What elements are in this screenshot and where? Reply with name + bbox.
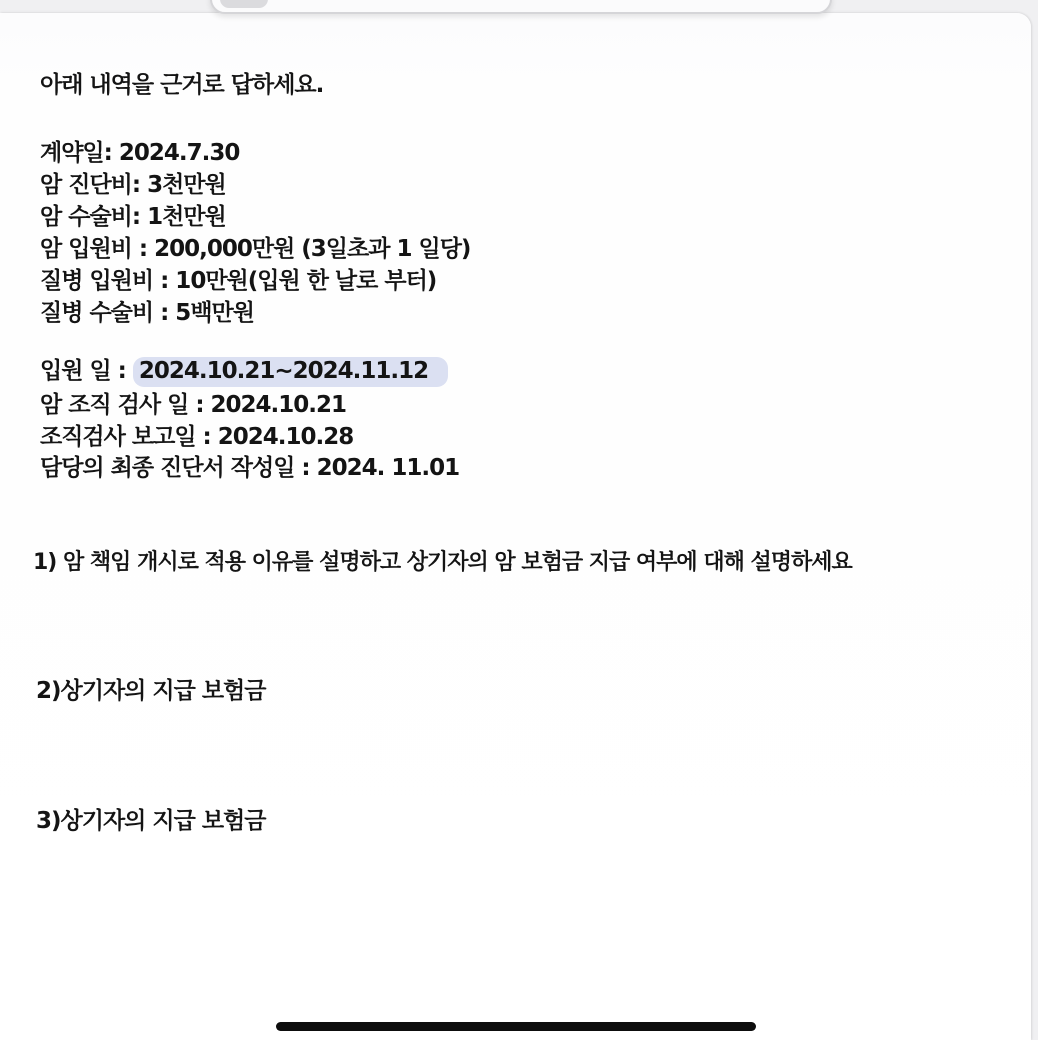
- contract-line-disease-surgery: 질병 수술비 : 5백만원: [40, 300, 254, 326]
- contract-line-disease-hospitalization: 질병 입원비 : 10만원(입원 한 날로 부터): [40, 268, 437, 294]
- home-indicator[interactable]: [276, 1022, 756, 1031]
- admission-date-label: 입원 일 :: [40, 358, 133, 384]
- admission-date-line: [40, 358, 448, 384]
- contract-line-cancer-hospitalization: 암 입원비 : 200,000만원 (3일초과 1 일당): [40, 236, 471, 262]
- toolbar-handle-pill[interactable]: [220, 0, 268, 8]
- contract-line-cancer-diagnosis: 암 진단비: 3천만원: [40, 172, 226, 198]
- contract-line-cancer-surgery: 암 수술비: 1천만원: [40, 204, 226, 230]
- admission-date-highlight: 2024.10.21~2024.11.12: [133, 357, 448, 387]
- contract-line-date: 계약일: 2024.7.30: [40, 140, 240, 166]
- note-page: [0, 13, 1031, 1040]
- question-2: 2)상기자의 지급 보험금: [36, 678, 266, 704]
- question-3: 3)상기자의 지급 보험금: [36, 808, 266, 834]
- report-date-line: 조직검사 보고일 : 2024.10.28: [40, 424, 354, 450]
- final-diagnosis-date-line: 담당의 최종 진단서 작성일 : 2024. 11.01: [40, 455, 460, 481]
- intro-line: 아래 내역을 근거로 답하세요.: [40, 72, 324, 98]
- floating-toolbar[interactable]: [210, 0, 832, 14]
- biopsy-date-line: 암 조직 검사 일 : 2024.10.21: [40, 392, 347, 418]
- question-1: 1) 암 책임 개시로 적용 이유를 설명하고 상기자의 암 보험금 지급 여부에 대해 설명하세요: [33, 550, 852, 575]
